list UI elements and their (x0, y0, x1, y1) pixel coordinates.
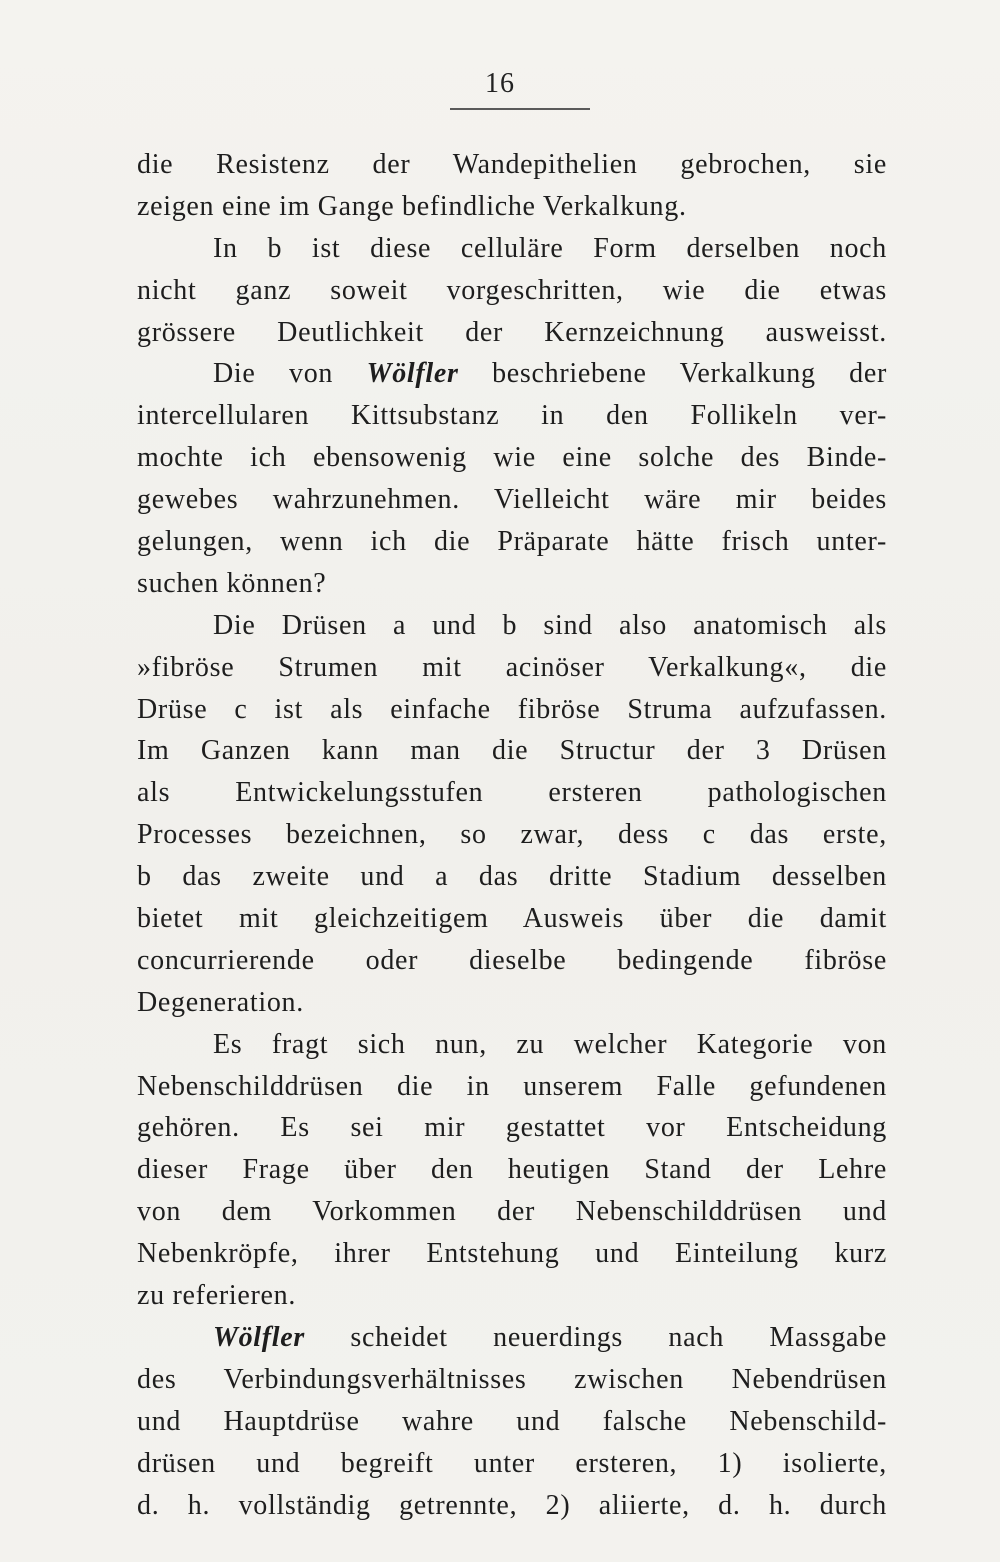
author-name: Wölfler (213, 1321, 306, 1353)
text-line: gewebes wahrzunehmen. Vielleicht wäre mir beides (137, 484, 887, 516)
text-line: und Hauptdrüse wahre und falsche Nebenschild- (137, 1405, 887, 1437)
text-line: zeigen eine im Gange befindliche Verkalkung. (137, 190, 687, 222)
text-line: intercellularen Kittsubstanz in den Follikeln ver- (137, 400, 887, 432)
text-line: bietet mit gleichzeitigem Ausweis über die damit (137, 903, 887, 935)
page-number: 16 (485, 68, 515, 99)
text-line: grössere Deutlichkeit der Kernzeichnung ausweisst. (137, 316, 887, 348)
text-line: Processes bezeichnen, so zwar, dess c das erste, (137, 819, 887, 851)
text-line: dieser Frage über den heutigen Stand der Lehre (137, 1154, 887, 1186)
text-line: von dem Vorkommen der Nebenschilddrüsen und (137, 1196, 887, 1228)
text-line: Degeneration. (137, 986, 304, 1018)
text-line: b das zweite und a das dritte Stadium desselben (137, 861, 887, 893)
author-name: Wölfler (366, 358, 459, 390)
text-line (137, 1317, 887, 1359)
text-line: mochte ich ebensowenig wie eine solche des Binde- (137, 442, 887, 474)
text-line: zu referieren. (137, 1280, 297, 1312)
text-fragment: beschriebene Verkalkung der (458, 358, 887, 390)
text-line: Nebenkröpfe, ihrer Entstehung und Einteilung kurz (137, 1238, 887, 1270)
text-line: Die Drüsen a und b sind also anatomisch als (213, 609, 887, 641)
text-line: Nebenschilddrüsen die in unserem Falle gefundenen (137, 1070, 887, 1102)
text-line: concurrierende oder dieselbe bedingende fibröse (137, 944, 887, 976)
text-line: drüsen und begreift unter ersteren, 1) isolierte, (137, 1447, 887, 1479)
text-line: suchen können? (137, 567, 327, 599)
text-line: Im Ganzen kann man die Structur der 3 Drüsen (137, 735, 887, 767)
text-line: nicht ganz soweit vorgeschritten, wie die etwas (137, 274, 887, 306)
text-line: die Resistenz der Wandepithelien gebrochen, sie (137, 149, 887, 180)
text-line: In b ist diese celluläre Form derselben noch (213, 232, 887, 264)
text-line: als Entwickelungsstufen ersteren pathologischen (137, 777, 887, 809)
text-fragment: scheidet neuerdings nach Massgabe (305, 1321, 887, 1353)
text-line: Drüse c ist als einfache fibröse Struma aufzufassen. (137, 693, 887, 725)
text-line: gelungen, wenn ich die Präparate hätte frisch unter- (137, 526, 887, 558)
text-line: »fibröse Strumen mit acinöser Verkalkung«, die (137, 651, 887, 683)
body-text (137, 144, 887, 1526)
text-line: des Verbindungsverhältnisses zwischen Nebendrüsen (137, 1363, 887, 1395)
header-rule (450, 108, 590, 110)
text-fragment: Die von (213, 358, 367, 390)
text-line: Es fragt sich nun, zu welcher Kategorie von (213, 1028, 887, 1060)
text-line (137, 353, 887, 395)
text-line: gehören. Es sei mir gestattet vor Entscheidung (137, 1112, 887, 1144)
text-line: d. h. vollständig getrennte, 2) aliierte, d. h. durch (137, 1489, 887, 1521)
